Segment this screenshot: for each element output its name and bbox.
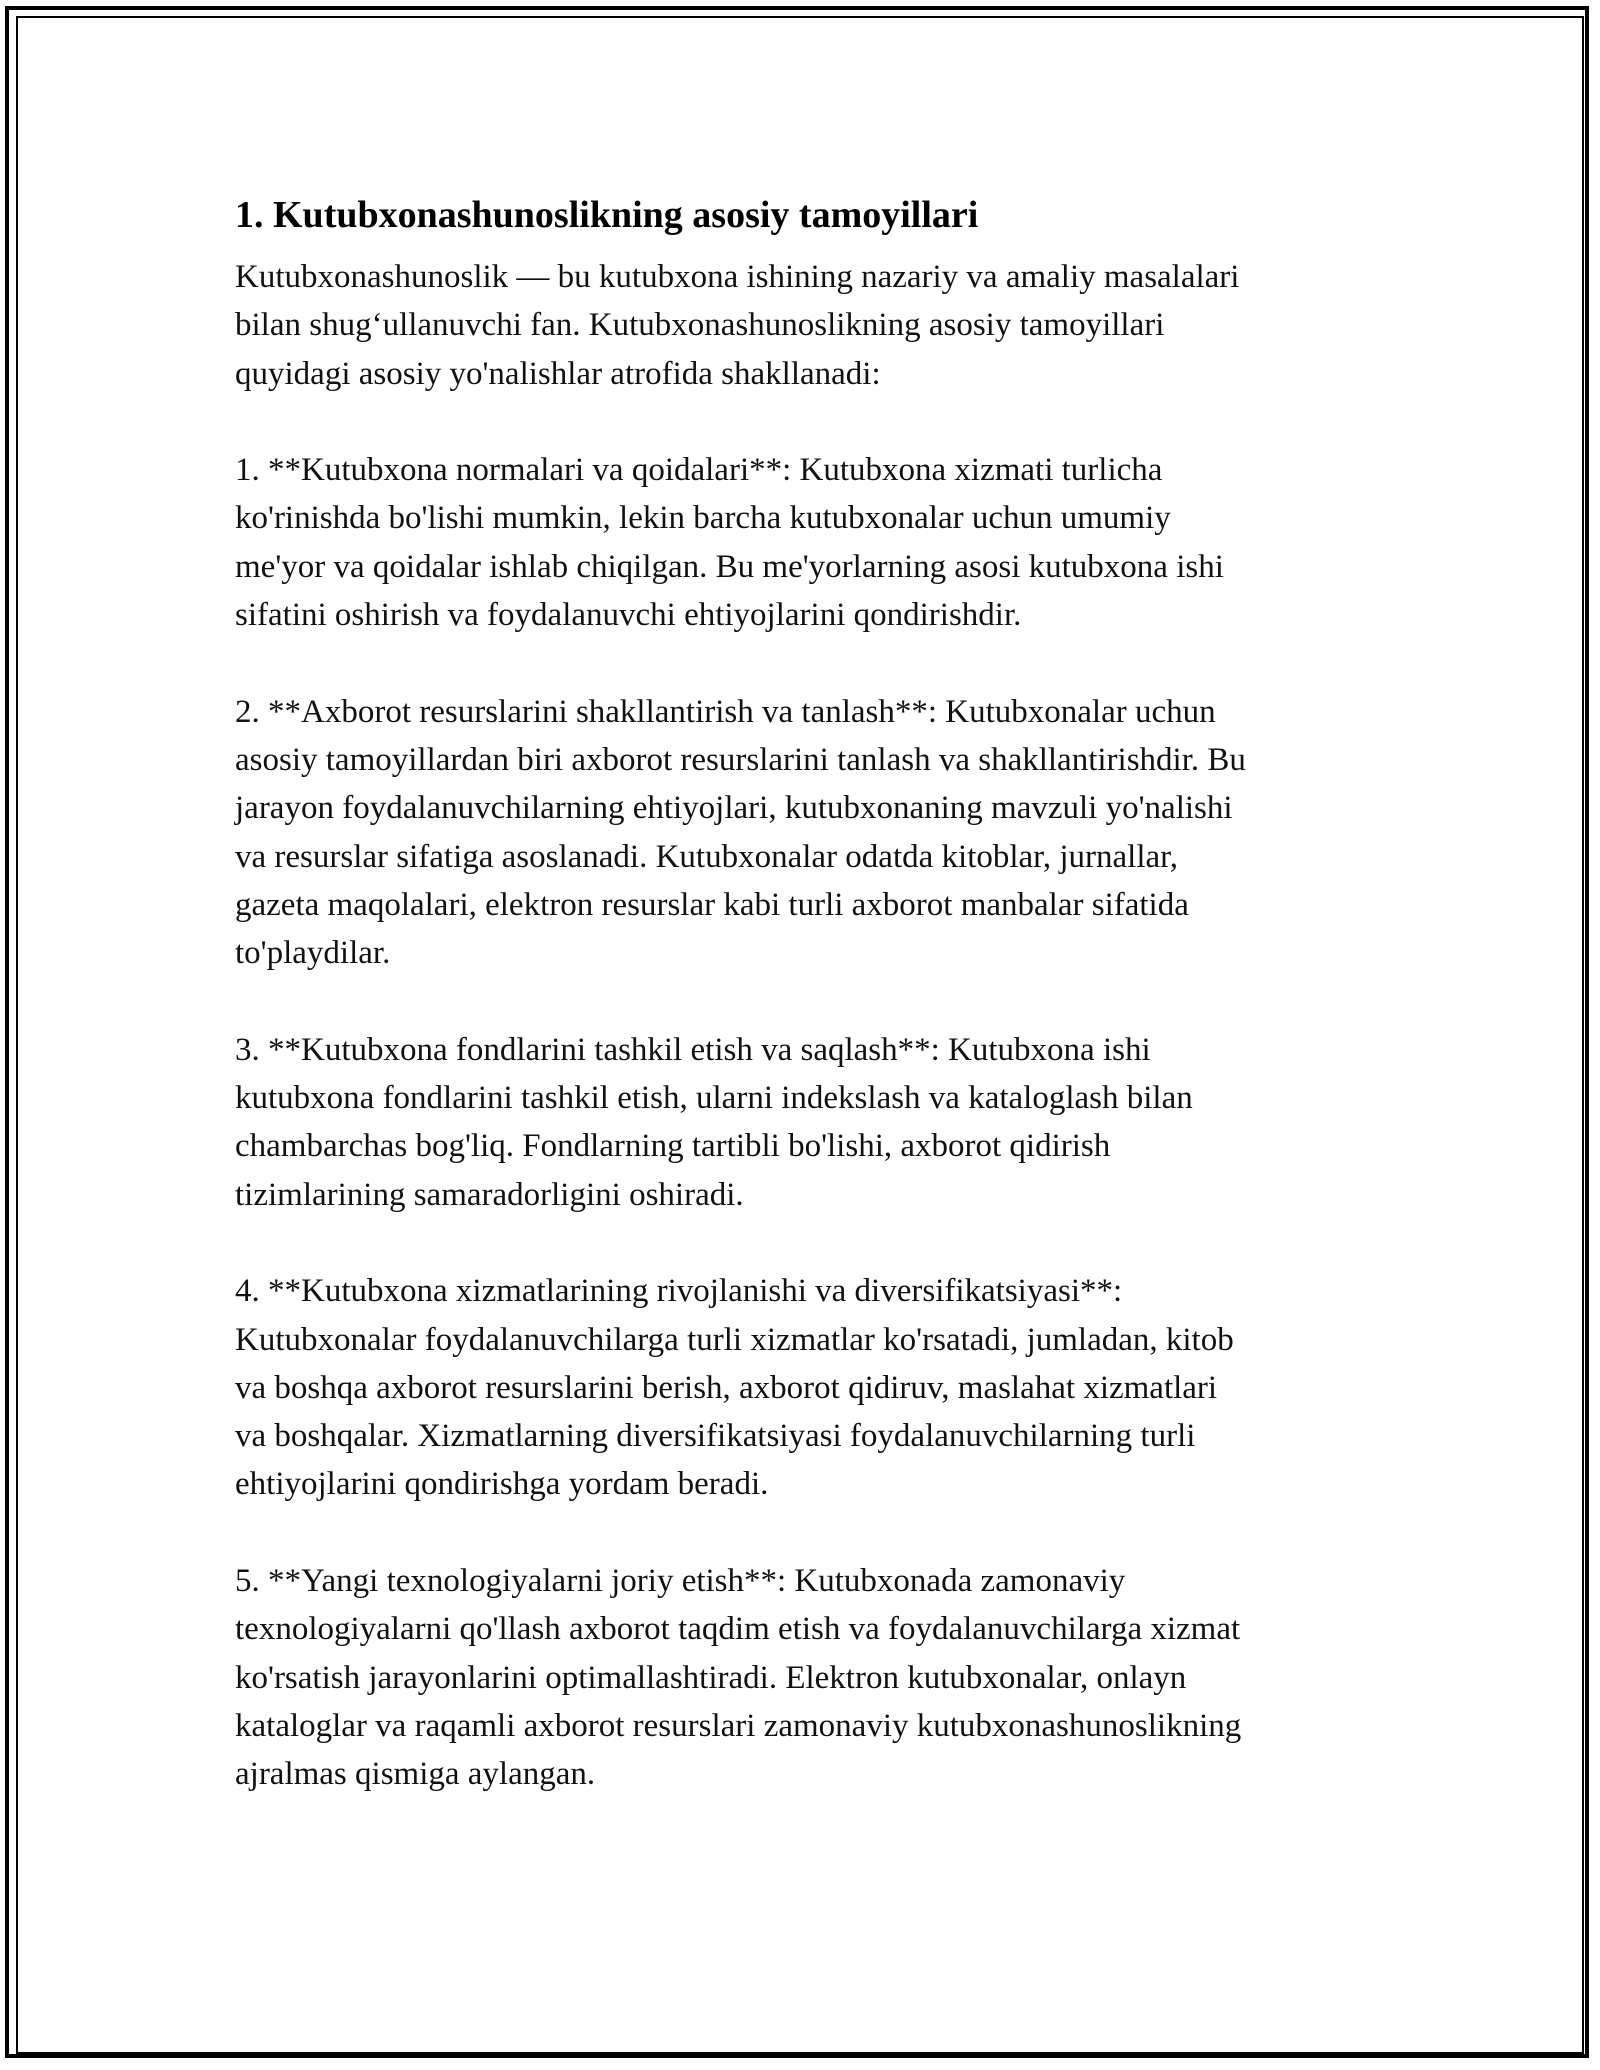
principle-item-3: 3. **Kutubxona fondlarini tashkil etish va saqlash**: Kutubxona ishi kutubxona fondlarini tashkil etish, ularni indekslash va kataloglash bilan chambarchas bog'liq. Fondlarning tartibli bo'lishi, axborot qidirish tizimlarining samaradorligini oshiradi. xyxy=(235,1031,1193,1213)
paragraph-gap xyxy=(235,1509,1385,1557)
paragraph-gap xyxy=(235,639,1385,687)
principle-item-5: 5. **Yangi texnologiyalarni joriy etish**: Kutubxonada zamonaviy texnologiyalarni qo'llash axborot taqdim etish va foydalanuvchilarga xizmat ko'rsatish jarayonlarini optimallashtiradi. Elektron kutubxonalar, onlayn kataloglar va raqamli axborot resurslari zamonaviy kutubxonashunoslikning ajralmas qismiga aylangan. xyxy=(235,1563,1242,1793)
paragraph-gap xyxy=(235,1219,1385,1267)
paragraph-gap xyxy=(235,398,1385,446)
section-heading: 1. Kutubxonashunoslikning asosiy tamoyillari xyxy=(235,194,979,236)
document-body xyxy=(235,183,1385,1799)
paragraph-gap xyxy=(235,977,1385,1025)
intro-paragraph: Kutubxonashunoslik — bu kutubxona ishining nazariy va amaliy masalalari bilan shug‘ullanuvchi fan. Kutubxonashunoslikning asosiy tamoyillari quyidagi asosiy yo'nalishlar atrofida shakllanadi: xyxy=(235,259,1240,392)
principle-item-4: 4. **Kutubxona xizmatlarining rivojlanishi va diversifikatsiyasi**: Kutubxonalar foydalanuvchilarga turli xizmatlar ko'rsatadi, jumladan, kitob va boshqa axborot resurslarini berish, axborot qidiruv, maslahat xizmatlari va boshqalar. Xizmatlarning diversifikatsiyasi foydalanuvchilarning turli ehtiyojlarini qondirishga yordam beradi. xyxy=(235,1273,1234,1503)
principle-item-1: 1. **Kutubxona normalari va qoidalari**: Kutubxona xizmati turlicha ko'rinishda bo'lishi mumkin, lekin barcha kutubxonalar uchun umumiy me'yor va qoidalar ishlab chiqilgan. Bu me'yorlarning asosi kutubxona ishi sifatini oshirish va foydalanuvchi ehtiyojlarini qondirishdir. xyxy=(235,452,1224,634)
principle-item-2: 2. **Axborot resurslarini shakllantirish va tanlash**: Kutubxonalar uchun asosiy tamoyillardan biri axborot resurslarini tanlash va shakllantirishdir. Bu jarayon foydalanuvchilarning ehtiyojlari, kutubxonaning mavzuli yo'nalishi va resurslar sifatiga asoslanadi. Kutubxonalar odatda kitoblar, jurnallar, gazeta maqolalari, elektron resurslar kabi turli axborot manbalar sifatida to'playdilar. xyxy=(235,693,1246,972)
